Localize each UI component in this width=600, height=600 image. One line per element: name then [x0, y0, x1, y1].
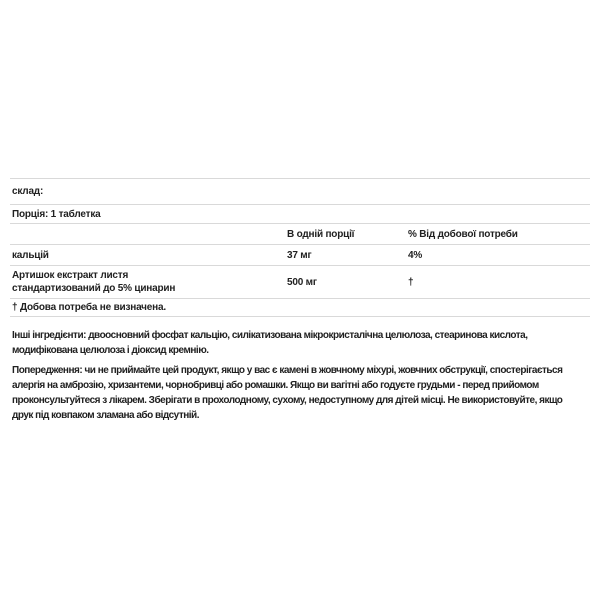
- other-ingredients-line-1: Інші інгредієнти: двоосновний фосфат кальцію, силікатизована мікрокристалічна целюлоза, стеаринова кислота,: [12, 330, 528, 341]
- nutrient-name: кальцій: [12, 249, 49, 261]
- warnings-line-1: Попередження: чи не приймайте цей продукт, якщо у вас є камені в жовчному міхурі, жовчних обструкції, спостерігається: [12, 365, 563, 376]
- label-content: [10, 178, 590, 423]
- amount-column-header: В одній порції: [287, 228, 355, 240]
- table-row-artichoke: [10, 266, 590, 299]
- warnings-line-4: друк під ковпаком зламана або відсутній.: [12, 410, 199, 421]
- other-ingredients-paragraph: [12, 328, 590, 358]
- table-header-row: [10, 224, 590, 245]
- other-ingredients-line-2: модифікована целюлоза і діоксид кремнію.: [12, 345, 209, 356]
- nutrient-amount: 500 мг: [287, 276, 317, 288]
- composition-heading: склад:: [12, 186, 44, 197]
- serving-size-label: Порція: 1 таблетка: [12, 208, 101, 220]
- warnings-line-2: алергія на амброзію, хризантеми, чорнобривці або ромашки. Якщо ви вагітні або годуєте грудьми - перед прийомом: [12, 380, 539, 391]
- composition-heading-row: [10, 179, 590, 205]
- nutrient-name-line-2: стандартизований до 5% цинарин: [12, 283, 176, 294]
- warnings-paragraph: [12, 363, 590, 423]
- serving-size-row: [10, 205, 590, 224]
- footnote-row: [10, 299, 590, 317]
- nutrient-daily-value: †: [408, 276, 414, 288]
- nutrient-daily-value: 4%: [408, 249, 423, 261]
- nutrient-name: [12, 269, 287, 295]
- warnings-line-3: проконсультуйтеся з лікарем. Зберігати в прохолодному, сухому, недоступному для дітей місці. Не використовуйте, якщо: [12, 395, 563, 406]
- daily-value-column-header: % Від добової потреби: [408, 228, 518, 240]
- nutrient-amount: 37 мг: [287, 249, 312, 261]
- supplement-facts-table: [10, 178, 590, 317]
- daily-value-footnote: † Добова потреба не визначена.: [12, 302, 166, 313]
- nutrient-name-line-1: Артишок екстракт листя: [12, 270, 129, 281]
- table-row-calcium: [10, 245, 590, 266]
